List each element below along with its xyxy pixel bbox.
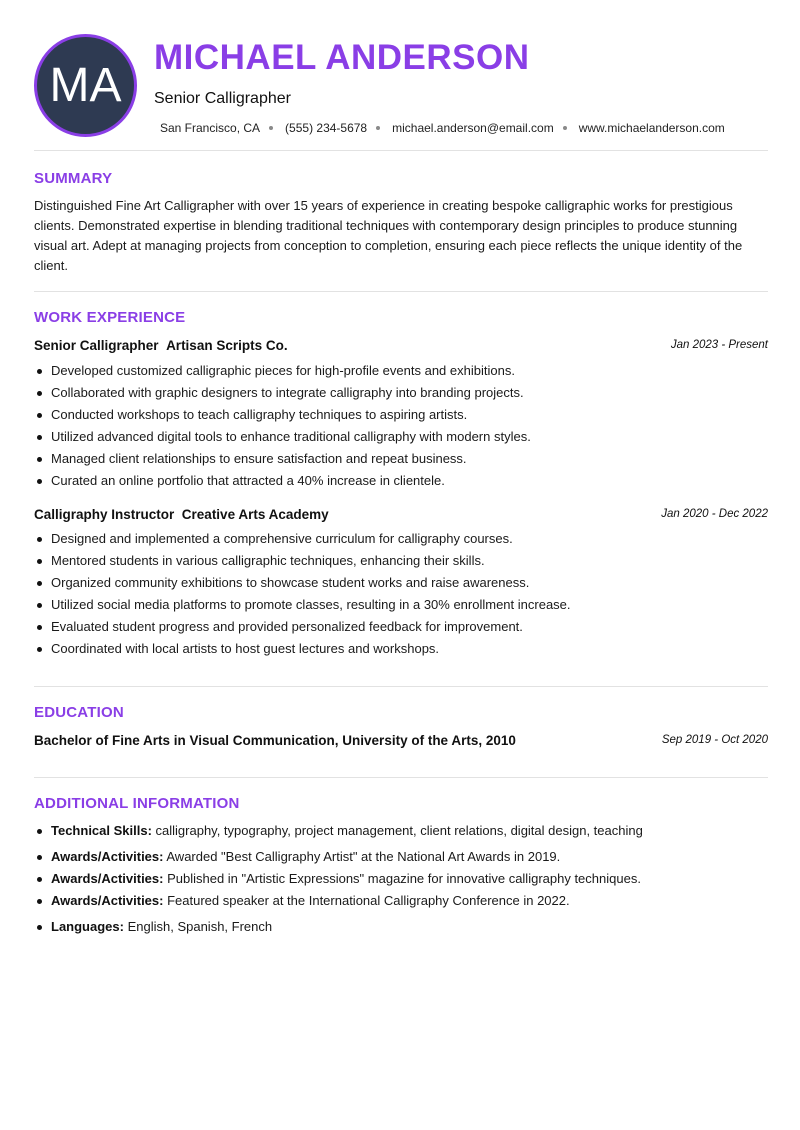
education-entry bbox=[34, 733, 768, 751]
job-title: Calligraphy Instructor bbox=[34, 507, 175, 522]
item-label: Awards/Activities: bbox=[51, 849, 164, 864]
education-dates: Sep 2019 - Oct 2020 bbox=[661, 734, 768, 746]
section-divider bbox=[34, 150, 768, 151]
item-text: Featured speaker at the International Calligraphy Conference in 2022. bbox=[163, 893, 570, 908]
contact-phone: (555) 234-5678 bbox=[285, 121, 368, 135]
education-heading: EDUCATION bbox=[34, 704, 124, 721]
item-text: calligraphy, typography, project management, client relations, digital design, teaching bbox=[151, 823, 643, 838]
item-label: Awards/Activities: bbox=[51, 871, 164, 886]
bullet-separator bbox=[376, 126, 380, 130]
section-divider bbox=[34, 291, 768, 292]
list-item: Coordinated with local artists to host guest lectures and workshops. bbox=[34, 638, 768, 660]
candidate-name: MICHAEL ANDERSON bbox=[154, 38, 530, 77]
list-item bbox=[34, 916, 768, 938]
list-item: Conducted workshops to teach calligraphy techniques to aspiring artists. bbox=[34, 404, 768, 426]
bullet-separator bbox=[269, 126, 273, 130]
contact-location: San Francisco, CA bbox=[160, 121, 261, 135]
list-item: Collaborated with graphic designers to integrate calligraphy into branding projects. bbox=[34, 382, 768, 404]
job-title: Senior Calligrapher bbox=[34, 338, 159, 353]
contact-email[interactable]: michael.anderson@email.com bbox=[392, 121, 554, 135]
list-item bbox=[34, 890, 768, 912]
list-item: Developed customized calligraphic pieces for high-profile events and exhibitions. bbox=[34, 360, 768, 382]
job-company: Creative Arts Academy bbox=[181, 507, 329, 522]
list-item bbox=[34, 820, 768, 842]
job-company: Artisan Scripts Co. bbox=[166, 338, 288, 353]
summary-text: Distinguished Fine Art Calligrapher with over 15 years of experience in creating bespoke calligraphic works for prestigious clients. Demonstrated expertise in blending traditional techniques with contemporary design principles to produce stunning visual art. Adept at managing projects from conception to completion, ensuring each piece reflects the unique identity of the client. bbox=[34, 198, 743, 273]
item-label: Awards/Activities: bbox=[51, 893, 164, 908]
experience-heading: WORK EXPERIENCE bbox=[34, 309, 186, 326]
job-title-line bbox=[34, 338, 288, 353]
job-header bbox=[34, 507, 768, 525]
item-label: Languages: bbox=[51, 919, 124, 934]
summary-heading: SUMMARY bbox=[34, 170, 113, 187]
list-item: Organized community exhibitions to showcase student works and raise awareness. bbox=[34, 572, 768, 594]
contact-website[interactable]: www.michaelanderson.com bbox=[578, 121, 725, 135]
list-item: Utilized advanced digital tools to enhance traditional calligraphy with modern styles. bbox=[34, 426, 768, 448]
job-bullets bbox=[34, 528, 768, 660]
job-title-line bbox=[34, 507, 329, 522]
list-item: Utilized social media platforms to promote classes, resulting in a 30% enrollment increase. bbox=[34, 594, 768, 616]
job-header bbox=[34, 338, 768, 356]
resume-header bbox=[34, 34, 768, 138]
item-text: English, Spanish, French bbox=[123, 919, 273, 934]
job-dates: Jan 2020 - Dec 2022 bbox=[661, 508, 768, 520]
list-item: Managed client relationships to ensure satisfaction and repeat business. bbox=[34, 448, 768, 470]
candidate-role: Senior Calligrapher bbox=[154, 90, 291, 107]
list-item: Curated an online portfolio that attracted a 40% increase in clientele. bbox=[34, 470, 768, 492]
section-divider bbox=[34, 686, 768, 687]
item-text: Awarded "Best Calligraphy Artist" at the National Art Awards in 2019. bbox=[163, 849, 561, 864]
section-divider bbox=[34, 777, 768, 778]
list-item: Mentored students in various calligraphic techniques, enhancing their skills. bbox=[34, 550, 768, 572]
contact-line bbox=[160, 121, 725, 135]
bullet-separator bbox=[563, 126, 567, 130]
item-text: Published in "Artistic Expressions" magazine for innovative calligraphy techniques. bbox=[163, 871, 641, 886]
list-item: Designed and implemented a comprehensive curriculum for calligraphy courses. bbox=[34, 528, 768, 550]
additional-list bbox=[34, 820, 768, 938]
job-bullets bbox=[34, 360, 768, 492]
job-dates: Jan 2023 - Present bbox=[670, 339, 768, 351]
list-item: Evaluated student progress and provided personalized feedback for improvement. bbox=[34, 616, 768, 638]
additional-heading: ADDITIONAL INFORMATION bbox=[34, 795, 240, 812]
degree: Bachelor of Fine Arts in Visual Communication, University of the Arts, 2010 bbox=[34, 733, 516, 748]
list-item bbox=[34, 846, 768, 868]
list-item bbox=[34, 868, 768, 890]
item-label: Technical Skills: bbox=[51, 823, 152, 838]
avatar: MA bbox=[34, 34, 137, 137]
